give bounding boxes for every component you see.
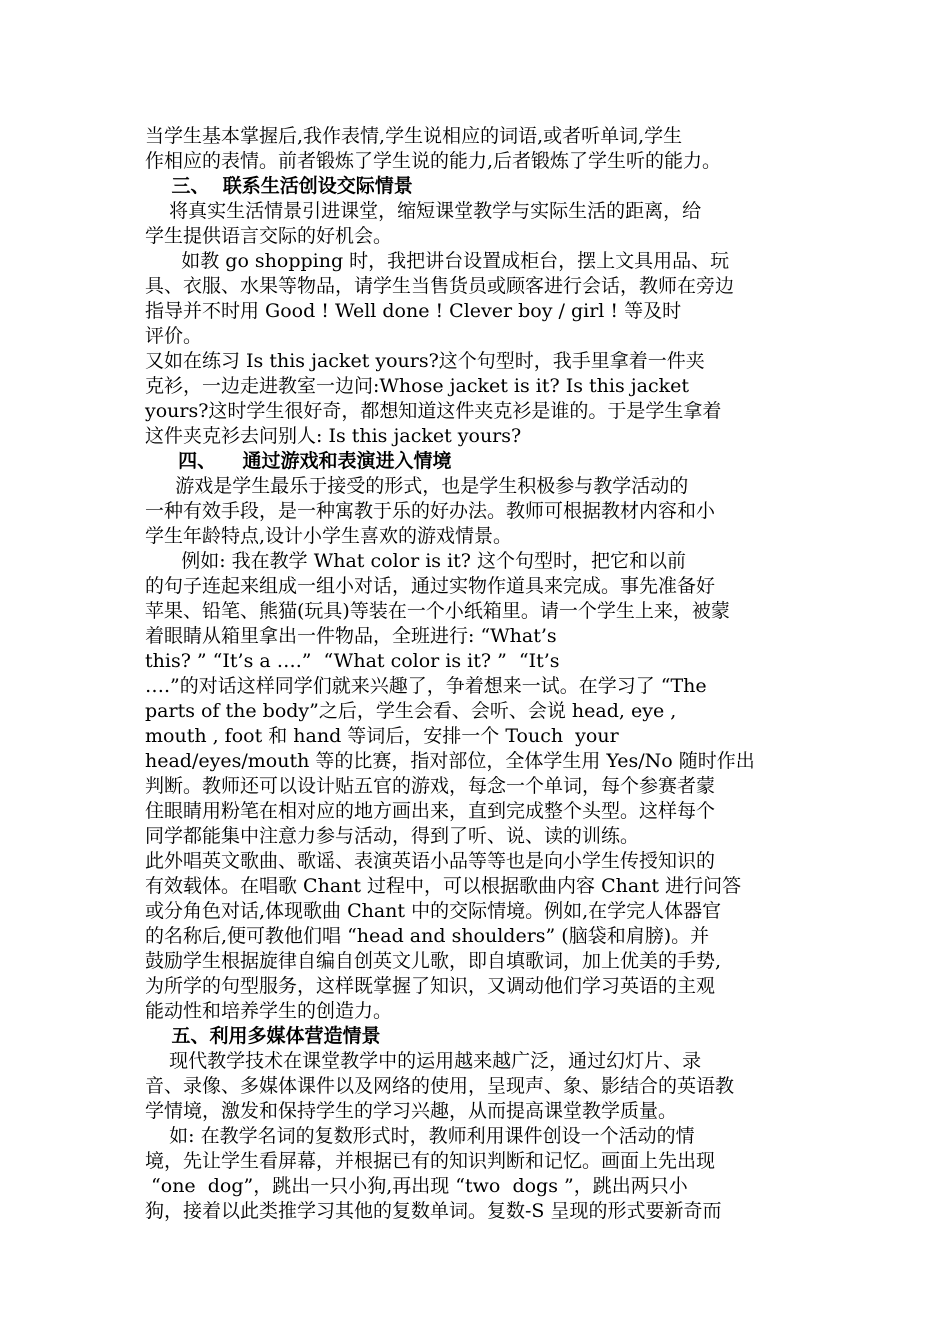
text-line: 如教 go shopping 时，我把讲台设置成柜台，摆上文具用品、玩 xyxy=(145,250,730,272)
section-heading: 四、 通过游戏和表演进入情境 xyxy=(145,450,452,472)
text-line: 有效载体。在唱歌 Chant 过程中，可以根据歌曲内容 Chant 进行问答 xyxy=(145,875,742,897)
text-line: 当学生基本掌握后,我作表情,学生说相应的词语,或者听单词,学生 xyxy=(145,125,683,147)
text-line: 指导并不时用 Good ! Well done ! Clever boy / girl ! 等及时 xyxy=(145,300,682,322)
text-line: 如: 在教学名词的复数形式时，教师利用课件创设一个活动的情 xyxy=(145,1125,695,1147)
text-line: head/eyes/mouth 等的比赛，指对部位，全体学生用 Yes/No 随时作出 xyxy=(145,750,755,772)
text-line: 苹果、铅笔、熊猫(玩具)等装在一个小纸箱里。请一个学生上来，被蒙 xyxy=(145,600,730,622)
text-line: 鼓励学生根据旋律自编自创英文儿歌，即自填歌词，加上优美的手势, xyxy=(145,950,722,972)
text-line: 的句子连起来组成一组小对话，通过实物作道具来完成。事先准备好 xyxy=(145,575,716,597)
text-line: “one dog”，跳出一只小狗,再出现 “two dogs ”，跳出两只小 xyxy=(145,1175,688,1197)
text-line: 具、衣服、水果等物品，请学生当售货员或顾客进行会话，教师在旁边 xyxy=(145,275,735,297)
section-heading: 五、利用多媒体营造情景 xyxy=(145,1025,381,1047)
text-line: 着眼睛从箱里拿出一件物品，全班进行: “What’s xyxy=(145,625,557,647)
text-line: 评价。 xyxy=(145,325,203,347)
text-line: ….”的对话这样同学们就来兴趣了，争着想来一试。在学习了 “The xyxy=(145,675,707,697)
text-line: parts of the body”之后，学生会看、会听、会说 head, eye , xyxy=(145,700,677,722)
text-line: 学生年龄特点,设计小学生喜欢的游戏情景。 xyxy=(145,525,513,547)
section-heading: 三、 联系生活创设交际情景 xyxy=(145,175,413,197)
text-line: 一种有效手段，是一种寓教于乐的好办法。教师可根据教材内容和小 xyxy=(145,500,716,522)
text-line: 学情境，激发和保持学生的学习兴趣，从而提高课堂教学质量。 xyxy=(145,1100,678,1122)
text-line: 这件夹克衫去问别人: Is this jacket yours? xyxy=(145,425,522,447)
text-line: yours?这时学生很好奇，都想知道这件夹克衫是谁的。于是学生拿着 xyxy=(145,400,722,422)
text-line: 学生提供语言交际的好机会。 xyxy=(145,225,393,247)
text-line: 音、录像、多媒体课件以及网络的使用，呈现声、象、影结合的英语教 xyxy=(145,1075,735,1097)
text-line: 或分角色对话,体现歌曲 Chant 中的交际情境。例如,在学完人体器官 xyxy=(145,900,722,922)
text-line: 克衫，一边走进教室一边问:Whose jacket is it? Is this jacket xyxy=(145,375,690,397)
text-line: 游戏是学生最乐于接受的形式，也是学生积极参与教学活动的 xyxy=(145,475,689,497)
text-line: 为所学的句型服务，这样既掌握了知识，又调动他们学习英语的主观 xyxy=(145,975,716,997)
text-line: 现代教学技术在课堂教学中的运用越来越广泛，通过幻灯片、录 xyxy=(145,1050,702,1072)
text-line: 将真实生活情景引进课堂，缩短课堂教学与实际生活的距离，给 xyxy=(145,200,702,222)
text-line: 作相应的表情。前者锻炼了学生说的能力,后者锻炼了学生听的能力。 xyxy=(145,150,722,172)
text-line: 住眼睛用粉笔在相对应的地方画出来，直到完成整个头型。这样每个 xyxy=(145,800,716,822)
text-line: 能动性和培养学生的创造力。 xyxy=(145,1000,393,1022)
text-line: 同学都能集中注意力参与活动，得到了听、说、读的训练。 xyxy=(145,825,640,847)
text-line: this? ” “It’s a ….” “What color is it? ” “It’s xyxy=(145,650,560,672)
text-line: 又如在练习 Is this jacket yours?这个句型时，我手里拿着一件夹 xyxy=(145,350,705,372)
text-line: 例如: 我在教学 What color is it? 这个句型时，把它和以前 xyxy=(145,550,687,572)
text-line: 境，先让学生看屏幕，并根据已有的知识判断和记忆。画面上先出现 xyxy=(145,1150,716,1172)
text-line: 此外唱英文歌曲、歌谣、表演英语小品等等也是向小学生传授知识的 xyxy=(145,850,716,872)
text-line: mouth , foot 和 hand 等词后，安排一个 Touch your xyxy=(145,725,619,747)
text-line: 判断。教师还可以设计贴五官的游戏，每念一个单词，每个参赛者蒙 xyxy=(145,775,716,797)
text-line: 狗，接着以此类推学习其他的复数单词。复数-S 呈现的形式要新奇而 xyxy=(145,1200,722,1222)
text-line: 的名称后,便可教他们唱 “head and shoulders” (脑袋和肩膀)。并 xyxy=(145,925,710,947)
